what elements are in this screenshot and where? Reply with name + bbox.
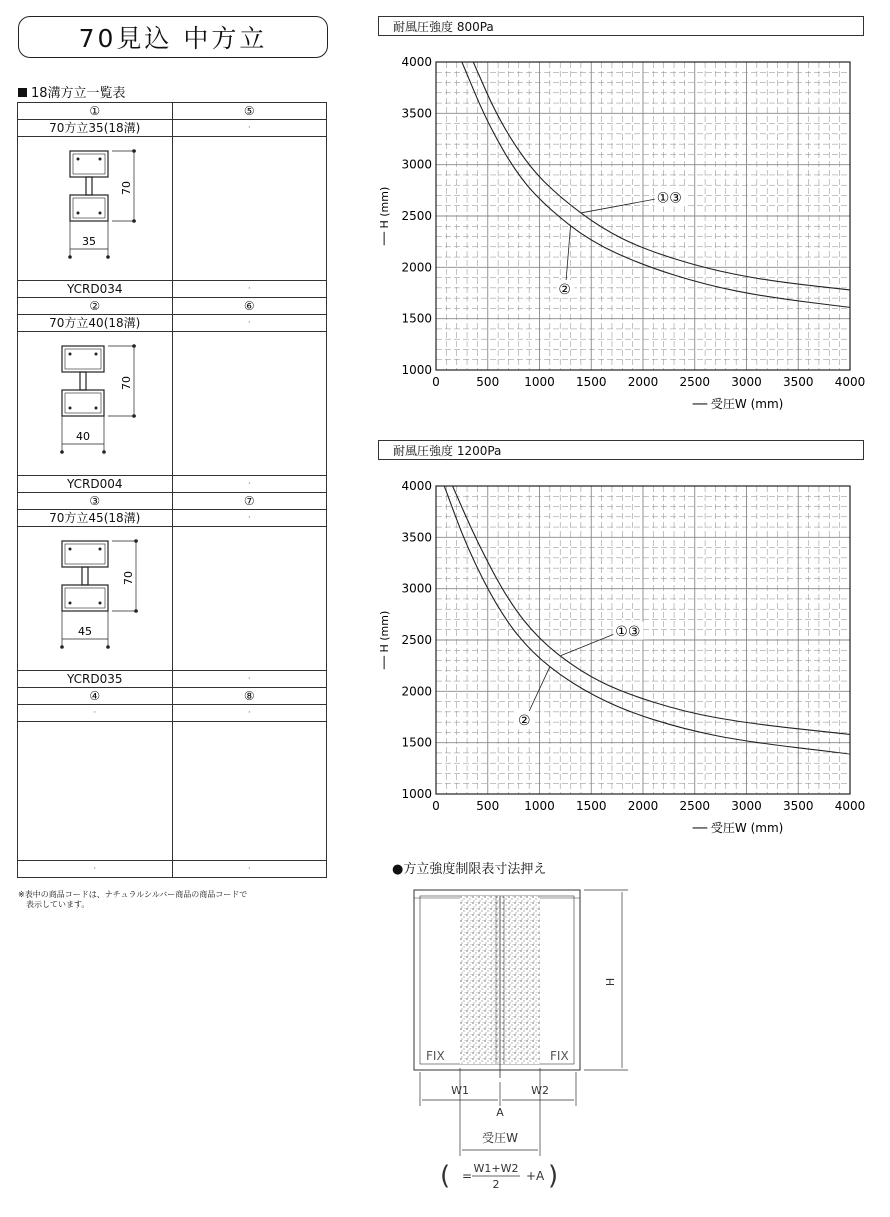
x-axis-label: ── 受圧W (mm)	[692, 397, 784, 411]
y-tick-label: 4000	[401, 55, 432, 69]
footnote	[18, 890, 247, 910]
chart-800pa	[374, 48, 874, 418]
profile-section-drawing	[18, 137, 172, 277]
x-tick-label: 4000	[834, 799, 866, 813]
col-number: ②	[18, 298, 173, 315]
x-tick-label: 3000	[731, 799, 762, 813]
table-heading-text: 18溝方立一覧表	[31, 86, 126, 101]
h-dim-label: H	[604, 977, 617, 987]
dimension-diagram	[400, 878, 660, 1198]
table-row	[18, 476, 327, 493]
series-line	[473, 62, 850, 290]
col-number: ⑤	[172, 103, 327, 120]
w1-label: W1	[451, 1084, 469, 1097]
table-row	[18, 705, 327, 722]
series-line	[444, 486, 850, 754]
profile-drawing-cell-empty	[172, 722, 327, 861]
product-code: ·	[18, 861, 173, 878]
y-tick-label: 2000	[401, 684, 432, 699]
x-tick-label: 0	[432, 799, 440, 813]
x-tick-label: 500	[476, 799, 500, 813]
col-number: ④	[18, 688, 173, 705]
profile-drawing-cell	[18, 332, 173, 476]
y-tick-label: 3000	[401, 581, 432, 596]
y-tick-label: 2500	[401, 209, 432, 223]
table-row	[18, 527, 327, 671]
series-annotation: ①③	[656, 190, 682, 207]
table-row	[18, 722, 327, 861]
fix-left-label: FIX	[426, 1049, 445, 1063]
y-tick-label: 2500	[401, 633, 432, 647]
y-tick-label: 1000	[401, 787, 432, 801]
profile-name: ·	[172, 120, 327, 137]
formula-equals: =	[462, 1169, 473, 1183]
profile-name: 70方立45(18溝)	[18, 510, 173, 527]
x-tick-label: 3500	[782, 799, 814, 813]
x-tick-label: 3500	[782, 375, 814, 389]
table-row	[18, 332, 327, 476]
col-number: ①	[18, 103, 173, 120]
profile-name: 70方立40(18溝)	[18, 315, 173, 332]
formula-open-paren-icon: (	[440, 1161, 451, 1191]
chart-title-800: 耐風圧強度 800Pa	[378, 16, 864, 36]
x-tick-label: 2000	[627, 799, 659, 813]
dim-height-label: 70	[120, 181, 133, 195]
footnote-line: ※表中の商品コードは、ナチュラルシルバー商品の商品コードで	[18, 890, 248, 899]
table-row	[18, 671, 327, 688]
x-tick-label: 0	[432, 375, 440, 389]
product-code: ·	[172, 861, 327, 878]
profile-drawing-cell	[18, 527, 173, 671]
profile-name: ·	[172, 315, 327, 332]
table-row	[18, 120, 327, 137]
series-annotation: ②	[558, 281, 571, 298]
y-tick-label: 3500	[401, 530, 432, 545]
col-number: ⑥	[172, 298, 327, 315]
x-tick-label: 1500	[575, 799, 607, 813]
product-code: YCRD035	[18, 671, 173, 688]
product-code: ·	[172, 281, 327, 298]
y-tick-label: 1000	[401, 363, 432, 377]
w2-label: W2	[531, 1084, 549, 1097]
x-tick-label: 500	[476, 375, 500, 389]
formula-close-paren-icon: )	[548, 1161, 559, 1191]
dim-width-label: 40	[76, 430, 90, 443]
dim-height-label: 70	[120, 376, 133, 390]
dim-width-label: 35	[82, 235, 96, 248]
profile-drawing-cell-empty	[172, 332, 327, 476]
series-line	[453, 486, 850, 734]
fix-right-label: FIX	[550, 1049, 569, 1063]
table-row	[18, 510, 327, 527]
footnote-line: 表示しています。	[26, 900, 90, 909]
chart-title-1200: 耐風圧強度 1200Pa	[378, 440, 864, 460]
y-tick-label: 3000	[401, 157, 432, 172]
y-axis-label: ── H (mm)	[378, 186, 391, 246]
table-row	[18, 688, 327, 705]
received-width-label: 受圧W	[482, 1131, 518, 1145]
product-code: ·	[172, 476, 327, 493]
y-tick-label: 2000	[401, 260, 432, 275]
formula-denominator: 2	[492, 1178, 500, 1191]
profile-name: ·	[18, 705, 173, 722]
formula-numerator: W1+W2	[473, 1162, 519, 1175]
col-number: ⑧	[172, 688, 327, 705]
square-bullet-icon	[18, 88, 27, 97]
profile-name: ·	[172, 705, 327, 722]
x-tick-label: 4000	[834, 375, 866, 389]
table-row	[18, 861, 327, 878]
table-row	[18, 137, 327, 281]
y-tick-label: 4000	[401, 479, 432, 493]
product-code: YCRD004	[18, 476, 173, 493]
y-tick-label: 1500	[401, 311, 432, 326]
product-code: ·	[172, 671, 327, 688]
table-row	[18, 315, 327, 332]
profile-name: ·	[172, 510, 327, 527]
x-tick-label: 3000	[731, 375, 762, 389]
table-row	[18, 493, 327, 510]
profile-drawing-cell-empty	[172, 137, 327, 281]
series-line	[462, 62, 850, 307]
table-row	[18, 103, 327, 120]
x-tick-label: 1000	[524, 375, 555, 389]
series-annotation: ②	[518, 713, 531, 730]
profile-table	[17, 102, 327, 878]
profile-section-drawing	[18, 332, 172, 472]
x-axis-label: ── 受圧W (mm)	[692, 821, 784, 835]
table-row	[18, 281, 327, 298]
dim-width-label: 45	[78, 625, 92, 638]
profile-drawing-cell-empty	[172, 527, 327, 671]
series-annotation: ①③	[615, 623, 641, 640]
product-code: YCRD034	[18, 281, 173, 298]
x-tick-label: 1500	[575, 375, 607, 389]
profile-section-drawing	[18, 527, 172, 667]
profile-name: 70方立35(18溝)	[18, 120, 173, 137]
chart-1200pa	[374, 472, 874, 842]
col-number: ⑦	[172, 493, 327, 510]
diagram-heading: ●方立強度制限表寸法押え	[392, 862, 547, 877]
y-axis-label: ── H (mm)	[378, 610, 391, 670]
y-tick-label: 3500	[401, 106, 432, 121]
page-title: 70見込 中方立	[18, 16, 328, 58]
profile-drawing-cell-empty	[18, 722, 173, 861]
annotation-leader	[565, 226, 570, 289]
x-tick-label: 2500	[679, 375, 711, 389]
col-number: ③	[18, 493, 173, 510]
table-row	[18, 298, 327, 315]
table-heading	[18, 82, 126, 101]
x-tick-label: 2000	[627, 375, 659, 389]
profile-drawing-cell	[18, 137, 173, 281]
dim-height-label: 70	[122, 571, 135, 585]
x-tick-label: 1000	[524, 799, 555, 813]
formula-tail: +A	[526, 1169, 545, 1183]
x-tick-label: 2500	[679, 799, 711, 813]
y-tick-label: 1500	[401, 735, 432, 750]
a-label: A	[496, 1106, 504, 1119]
